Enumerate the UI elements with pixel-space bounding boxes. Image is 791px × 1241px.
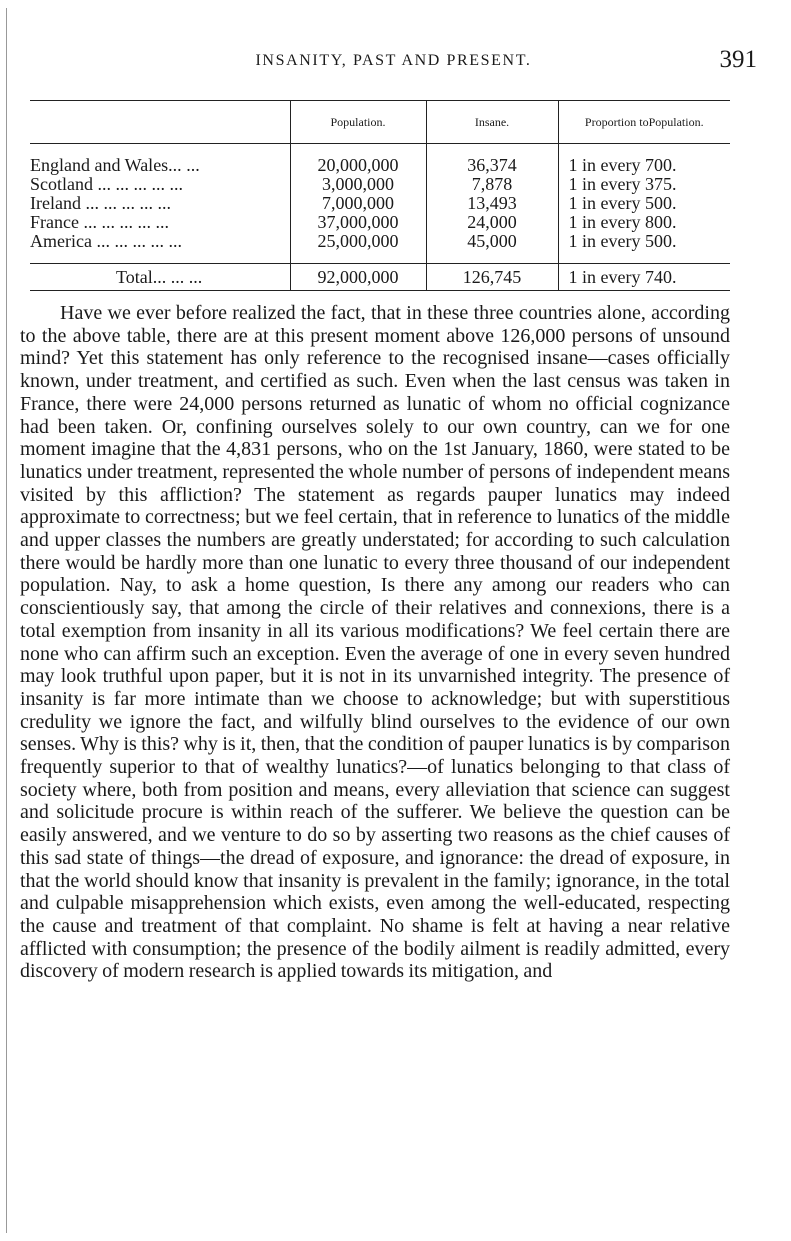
page-header — [30, 46, 757, 80]
column-header-country — [30, 101, 290, 144]
total-row — [30, 264, 730, 291]
table-header-row — [30, 101, 730, 144]
population-cell: 7,000,000 — [290, 194, 426, 213]
running-head: INSANITY, PAST AND PRESENT. — [255, 52, 532, 69]
column-header-population: Population. — [290, 101, 426, 144]
table-row — [30, 194, 730, 213]
population-cell: 20,000,000 — [290, 156, 426, 175]
total-label: Total... ... ... — [30, 264, 290, 291]
country-cell: France ... ... ... ... ... — [30, 212, 169, 232]
proportion-cell: 1 in every 800. — [558, 213, 730, 232]
column-header-insane: Insane. — [426, 101, 558, 144]
country-cell: Scotland ... ... ... ... ... — [30, 174, 183, 194]
spacer-row — [30, 251, 730, 264]
country-cell: Ireland ... ... ... ... ... — [30, 193, 171, 213]
insanity-statistics-table — [30, 100, 730, 291]
table-row — [30, 213, 730, 232]
population-cell: 3,000,000 — [290, 175, 426, 194]
proportion-cell: 1 in every 500. — [558, 194, 730, 213]
insane-cell: 24,000 — [426, 213, 558, 232]
column-header-proportion: Proportion toPopulation. — [558, 101, 730, 144]
total-proportion: 1 in every 740. — [558, 264, 730, 291]
body-paragraph: Have we ever before realized the fact, that in these three countries alone, according to the above table, there are at this present moment above 126,000 persons of unsound mind? Yet this statement has only reference to the recognised insane—cases officially known, under treatment, and certified as such. Even when the last census was taken in France, there were 24,000 persons returned as lunatic of whom no official cognizance had been taken. Or, confining ourselves solely to our own country, can we for one moment imagine that the 4,831 persons, who on the 1st January, 1860, were stated to be lunatics under treatment, represented the whole number of persons of independent means visited by this affliction? The statement as regards pauper lunatics may indeed approximate to correctness; but we feel certain, that in reference to lunatics of the middle and upper classes the numbers are greatly understated; for according to such calculation there would be hardly more than one lunatic to every three thousand of our independent population. Nay, to ask a home question, Is there any among our readers who can conscientiously say, that among the circle of their relatives and connexions, there is a total exemption from insanity in all its various modifications? We feel certain there are none who can affirm such an exception. Even the average of one in every seven hundred may look truthful upon paper, but it is not in its unvarnished integrity. The presence of insanity is far more intimate than we choose to acknowledge; but with superstitious credulity we ignore the fact, and wilfully blind ourselves to the evidence of our own senses. Why is this? why is it, then, that the condition of pauper lunatics is by comparison frequently superior to that of wealthy lunatics?—of lunatics belonging to that class of society where, both from position and means, every alleviation that science can suggest and solicitude procure is within reach of the sufferer. We believe the question can be easily answered, and we venture to do so by asserting two reasons as the chief causes of this sad state of things—the dread of exposure, and ignorance: the dread of exposure, in that the world should know that insanity is prevalent in the family; ignorance, in the total and culpable misapprehension which exists, even among the well-educated, respecting the cause and treatment of that complaint. No shame is felt at having a near relative afflicted with consumption; the presence of the bodily ailment is readily admitted, every discovery of modern research is applied towards its mitigation, and — [20, 302, 730, 983]
population-cell: 25,000,000 — [290, 232, 426, 251]
total-population: 92,000,000 — [290, 264, 426, 291]
table-row — [30, 156, 730, 175]
proportion-cell: 1 in every 375. — [558, 175, 730, 194]
table-row — [30, 175, 730, 194]
country-cell: England and Wales... ... — [30, 155, 200, 175]
insane-cell: 13,493 — [426, 194, 558, 213]
proportion-cell: 1 in every 500. — [558, 232, 730, 251]
population-cell: 37,000,000 — [290, 213, 426, 232]
insane-cell: 36,374 — [426, 156, 558, 175]
insane-cell: 7,878 — [426, 175, 558, 194]
page-number: 391 — [719, 46, 757, 73]
total-insane: 126,745 — [426, 264, 558, 291]
page-edge — [6, 8, 7, 1233]
table-row — [30, 232, 730, 251]
insane-cell: 45,000 — [426, 232, 558, 251]
country-cell: America ... ... ... ... ... — [30, 231, 182, 251]
proportion-cell: 1 in every 700. — [558, 156, 730, 175]
